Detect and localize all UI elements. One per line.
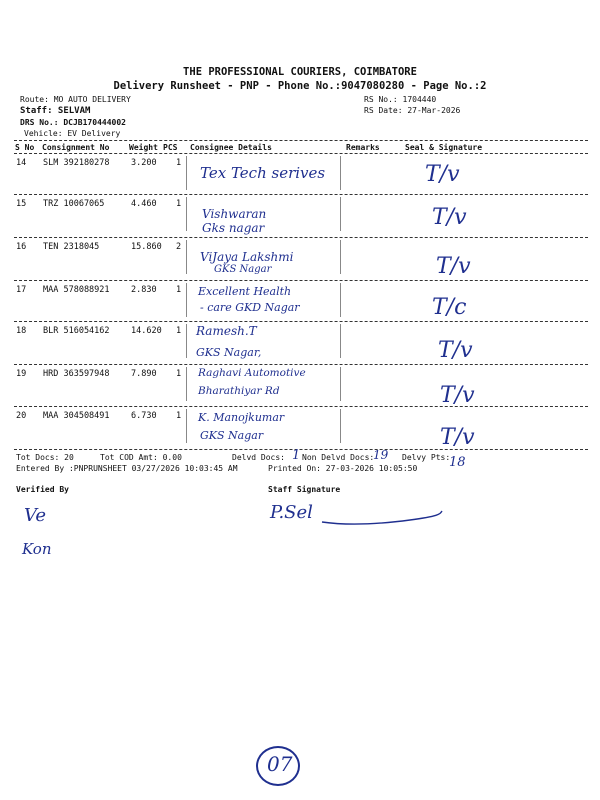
row-pcs: 1 <box>176 326 182 336</box>
printed-on: Printed On: 27-03-2026 10:05:50 <box>268 464 418 473</box>
consignee-name: ViJaya Lakshmi <box>200 250 294 264</box>
table-row <box>0 197 600 241</box>
row-weight: 3.200 <box>131 158 157 168</box>
delivered-docs-label: Delvd Docs: <box>232 453 285 462</box>
row-consignment-no: MAA 578088921 <box>43 285 110 295</box>
drs-label: DRS No.: DCJB170444002 <box>20 118 126 127</box>
page-number-mark: 07 <box>267 752 293 776</box>
consignee-name: K. Manojkumar <box>198 411 285 424</box>
row-sno: 20 <box>16 411 27 421</box>
row-pcs: 1 <box>176 158 182 168</box>
row-weight: 7.890 <box>131 369 157 379</box>
row-sno: 14 <box>16 158 27 168</box>
col-pcs: PCS <box>163 143 178 152</box>
consignee-address: GKS Nagar, <box>196 346 262 359</box>
consignee-address: GKS Nagar <box>214 264 272 275</box>
staff-label: Staff: SELVAM <box>20 106 91 116</box>
row-consignment-no: MAA 304508491 <box>43 411 110 421</box>
non-delivered-docs-label: Non Delvd Docs: <box>302 453 375 462</box>
seal-signature: T/v <box>432 205 467 230</box>
verified-signature-2: Kon <box>22 540 52 558</box>
route-label: Route: MO AUTO DELIVERY <box>20 95 131 104</box>
staff-signature: P.Sel <box>270 502 313 523</box>
total-docs: Tot Docs: 20 <box>16 453 74 462</box>
total-cod-amount: Tot COD Amt: 0.00 <box>100 453 182 462</box>
seal-signature: T/v <box>425 162 460 187</box>
table-row <box>0 240 600 284</box>
runsheet-title: Delivery Runsheet - PNP - Phone No.:9047080280 - Page No.:2 <box>113 80 487 92</box>
delivery-points-count: 18 <box>449 455 466 470</box>
table-row <box>0 409 600 453</box>
table-row <box>0 324 600 368</box>
header-divider-bottom <box>14 153 588 154</box>
col-consignment-no: Consignment No <box>42 143 110 152</box>
row-weight: 4.460 <box>131 199 157 209</box>
row-sno: 15 <box>16 199 27 209</box>
vehicle-label: Vehicle: EV Delivery <box>24 129 121 138</box>
row-consignment-no: BLR 516054162 <box>43 326 110 336</box>
verified-by-label: Verified By <box>16 485 69 494</box>
row-consignment-no: HRD 363597948 <box>43 369 110 379</box>
row-weight: 15.860 <box>131 242 162 252</box>
row-consignment-no: TEN 2318045 <box>43 242 100 252</box>
consignee-name: Raghavi Automotive <box>198 367 306 379</box>
verified-signature-1: Ve <box>24 505 46 526</box>
staff-signature-stroke <box>320 508 445 533</box>
delivery-points-label: Delvy Pts: <box>402 453 451 462</box>
col-seal-signature: Seal & Signature <box>405 143 483 152</box>
row-weight: 6.730 <box>131 411 157 421</box>
col-remarks: Remarks <box>346 143 380 152</box>
row-pcs: 2 <box>176 242 182 252</box>
row-weight: 2.830 <box>131 285 157 295</box>
header-divider-top <box>14 140 588 141</box>
table-row <box>0 367 600 411</box>
consignee-name: Vishwaran <box>202 207 267 221</box>
col-consignee-details: Consignee Details <box>190 143 272 152</box>
rs-number: RS No.: 1704440 <box>364 95 437 104</box>
consignee-address: Gks nagar <box>202 221 265 235</box>
col-weight: Weight <box>129 143 158 152</box>
consignee-name: Excellent Health <box>198 285 292 298</box>
row-pcs: 1 <box>176 199 182 209</box>
col-sno: S No <box>15 143 35 152</box>
row-consignment-no: TRZ 10067065 <box>43 199 105 209</box>
consignee-address: - care GKD Nagar <box>200 301 300 314</box>
consignee-name: Tex Tech serives <box>200 164 326 182</box>
rs-date: RS Date: 27-Mar-2026 <box>364 106 461 115</box>
row-sno: 19 <box>16 369 27 379</box>
seal-signature: T/c <box>432 295 467 320</box>
row-consignment-no: SLM 392180278 <box>43 158 110 168</box>
row-pcs: 1 <box>176 369 182 379</box>
seal-signature: T/v <box>438 338 473 363</box>
page-number-circle <box>256 746 300 786</box>
consignee-address: GKS Nagar <box>200 429 264 442</box>
consignee-name: Ramesh.T <box>196 324 257 338</box>
entered-by: Entered By :PNPRUNSHEET 03/27/2026 10:03:45 AM <box>16 464 238 473</box>
consignee-address: Bharathiyar Rd <box>198 385 280 397</box>
company-name: THE PROFESSIONAL COURIERS, COIMBATORE <box>183 66 417 78</box>
row-pcs: 1 <box>176 411 182 421</box>
seal-signature: T/v <box>440 383 475 408</box>
non-delivered-docs-count: 19 <box>373 448 389 462</box>
delivered-docs-count: 1 <box>292 448 301 463</box>
row-sno: 17 <box>16 285 27 295</box>
row-sno: 16 <box>16 242 27 252</box>
row-sno: 18 <box>16 326 27 336</box>
row-pcs: 1 <box>176 285 182 295</box>
seal-signature: T/v <box>440 425 475 450</box>
row-weight: 14.620 <box>131 326 162 336</box>
seal-signature: T/v <box>436 254 471 279</box>
staff-signature-label: Staff Signature <box>268 485 341 494</box>
